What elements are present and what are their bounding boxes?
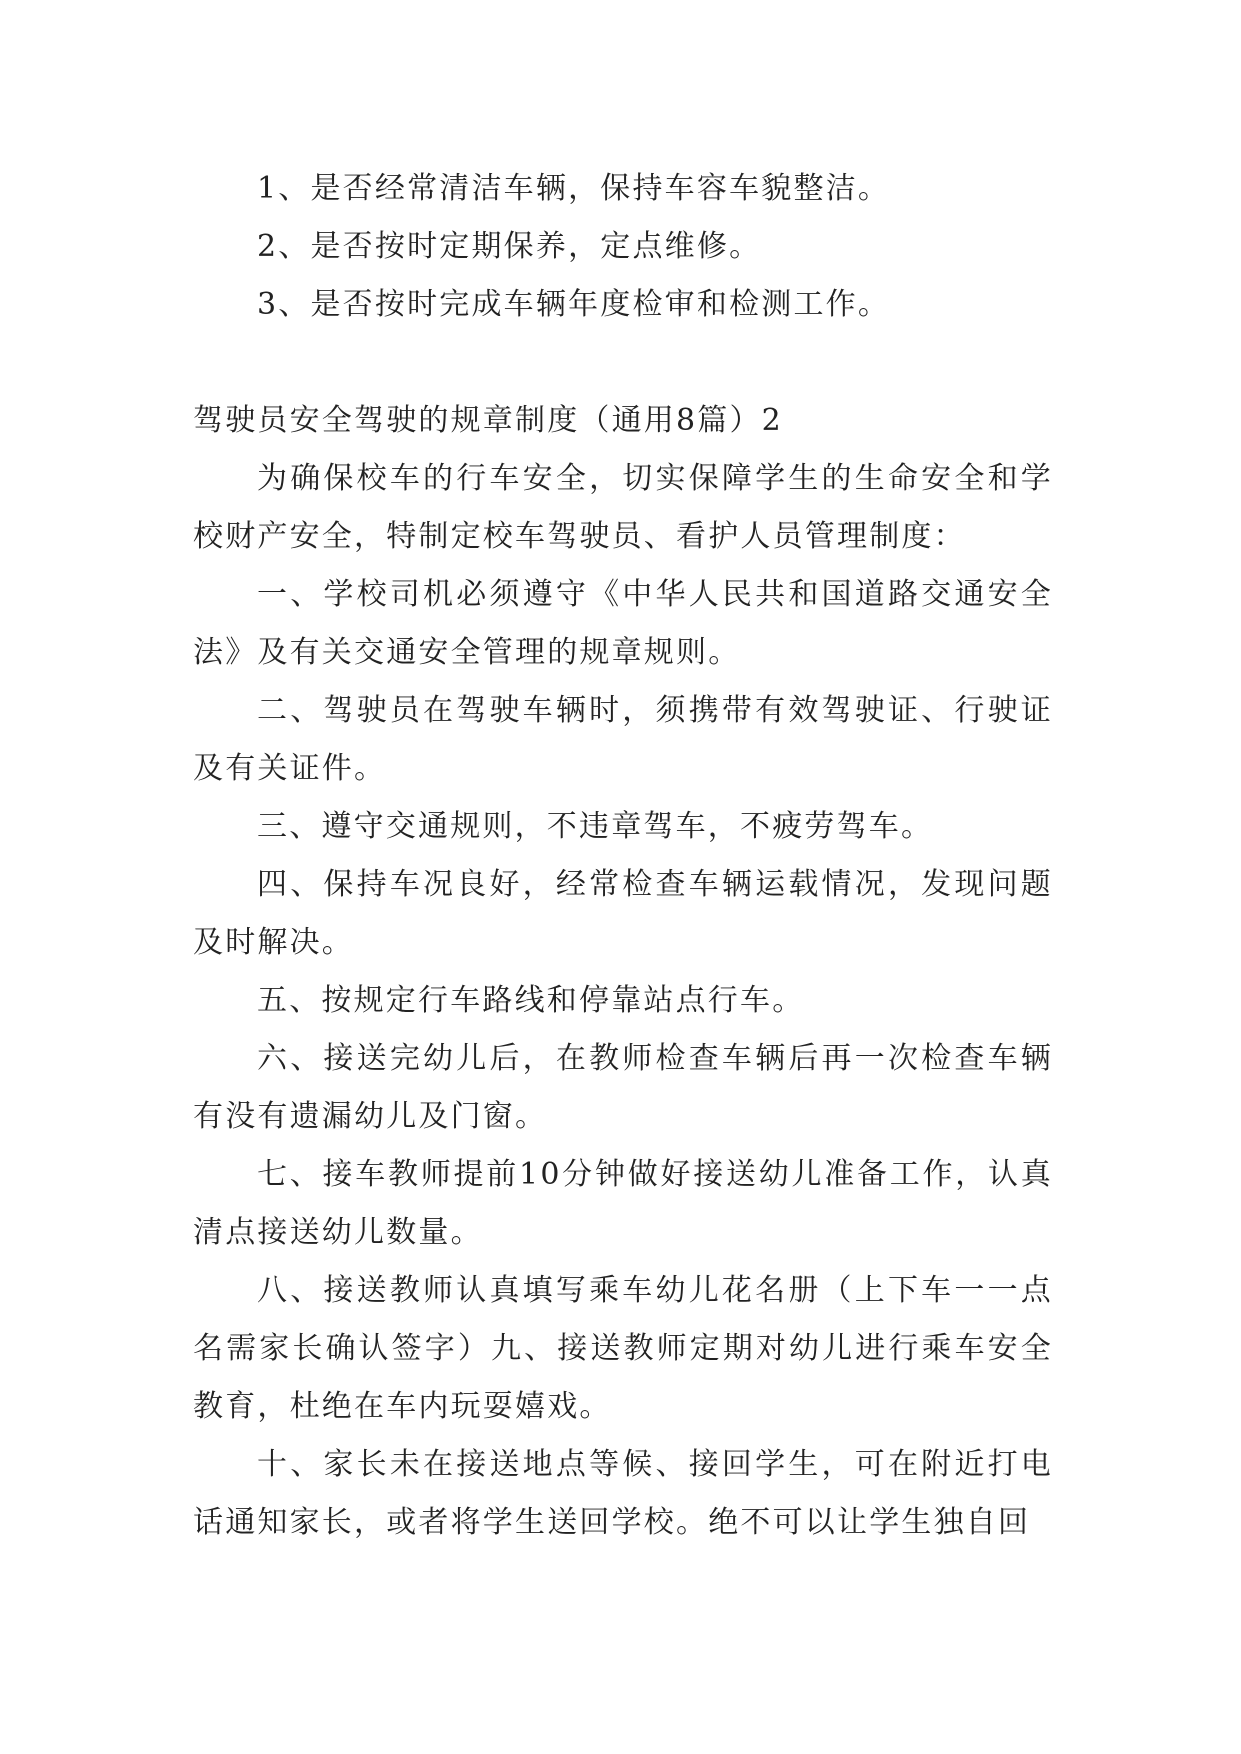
section-title: 驾驶员安全驾驶的规章制度（通用8篇）2 — [193, 403, 783, 438]
paragraph-rule-2: 二、驾驶员在驾驶车辆时，须携带有效驾驶证、行驶证及有关证件。 — [193, 693, 1053, 786]
checklist-item-2: 2、是否按时定期保养，定点维修。 — [257, 229, 762, 264]
paragraph-rule-3: 三、遵守交通规则，不违章驾车，不疲劳驾车。 — [257, 809, 934, 844]
paragraph-rule-5: 五、按规定行车路线和停靠站点行车。 — [257, 983, 805, 1018]
paragraph-rule-10: 十、家长未在接送地点等候、接回学生，可在附近打电话通知家长，或者将学生送回学校。绝不可以让学生独自回 — [193, 1447, 1053, 1540]
paragraph-intro: 为确保校车的行车安全，切实保障学生的生命安全和学校财产安全，特制定校车驾驶员、看护人员管理制度： — [193, 461, 1053, 554]
checklist-item-3: 3、是否按时完成车辆年度检审和检测工作。 — [257, 287, 891, 322]
paragraph-rule-8-9: 八、接送教师认真填写乘车幼儿花名册（上下车一一点名需家长确认签字）九、接送教师定期对幼儿进行乘车安全教育，杜绝在车内玩耍嬉戏。 — [193, 1273, 1053, 1424]
checklist — [193, 160, 1053, 334]
checklist-item-1: 1、是否经常清洁车辆，保持车容车貌整洁。 — [257, 171, 891, 206]
document-body — [193, 160, 1053, 1552]
paragraph-rule-7: 七、接车教师提前10分钟做好接送幼儿准备工作，认真清点接送幼儿数量。 — [193, 1157, 1053, 1250]
paragraph-rule-6: 六、接送完幼儿后，在教师检查车辆后再一次检查车辆有没有遗漏幼儿及门窗。 — [193, 1041, 1053, 1134]
paragraph-rule-1: 一、学校司机必须遵守《中华人民共和国道路交通安全法》及有关交通安全管理的规章规则。 — [193, 577, 1053, 670]
paragraph-rule-4: 四、保持车况良好，经常检查车辆运载情况，发现问题及时解决。 — [193, 867, 1053, 960]
